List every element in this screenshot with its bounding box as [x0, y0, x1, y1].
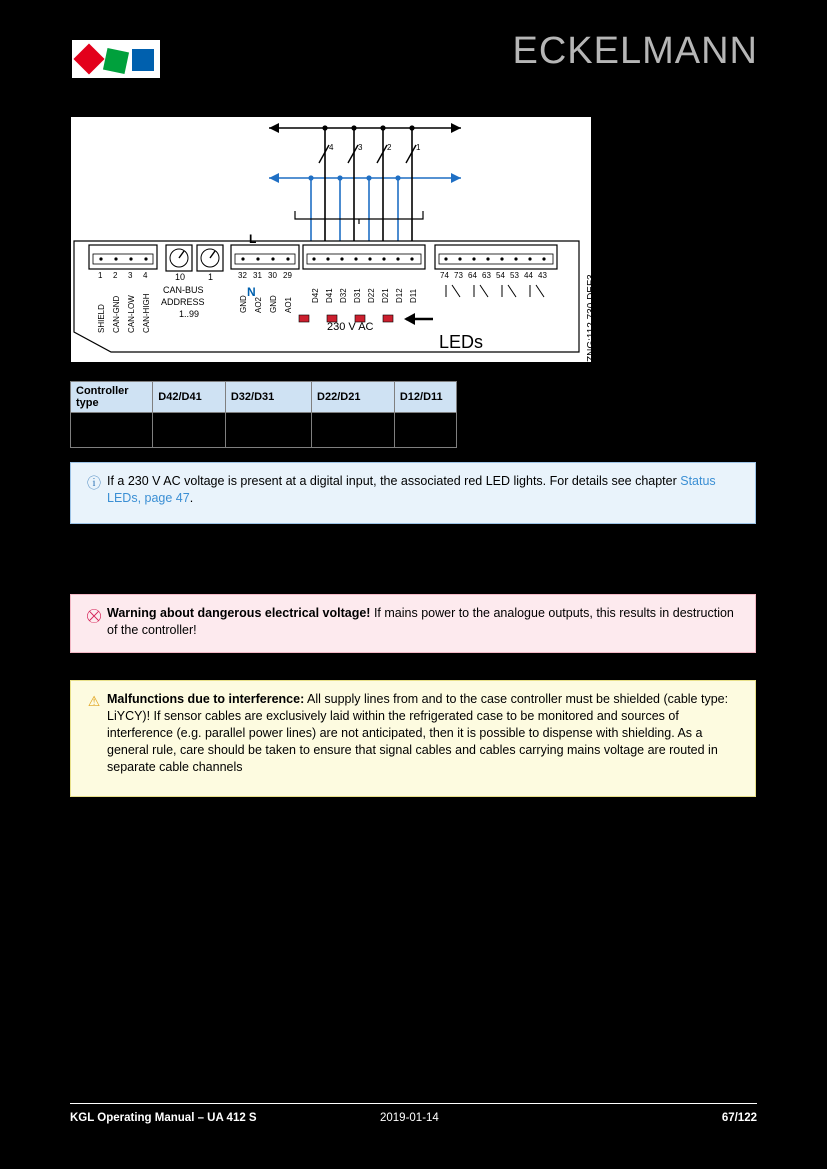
ao-label-gnd2: GND: [239, 295, 248, 313]
col-d22-d21: D22/D21: [312, 382, 395, 413]
col-d42-d41: D42/D41: [153, 382, 226, 413]
di-label-d31: D31: [353, 288, 362, 303]
caution-callout-text: [107, 691, 743, 786]
relay-label-64: 64: [468, 271, 477, 280]
can-label-shield: SHIELD: [97, 304, 106, 333]
warning-callout-text: [107, 605, 743, 642]
relay-label-43: 43: [538, 271, 547, 280]
caution-title: Malfunctions due to interference:: [107, 692, 305, 706]
caution-text: All supply lines from and to the case controller must be shielded (cable type: LiYCY)! If sensor cables are exclusively laid within the refrigerated case to be monitored and sources of interference (e.g. parallel power lines) are not anticipated, then it is possible to dispense with shielding. As a general rule, care should be taken to ensure that signal cables and cables carrying mains voltage are routed in separate cable channels: [107, 692, 729, 774]
cell-d32-d31: [225, 413, 311, 448]
branch-number-4: 4: [329, 143, 334, 152]
line-conductor-label: L: [249, 232, 257, 246]
controller-type-table: [70, 381, 457, 448]
page-footer: [70, 1103, 757, 1134]
ao-pin-31: 31: [253, 271, 262, 280]
can-pin-4: 4: [143, 271, 148, 280]
di-label-d32: D32: [339, 288, 348, 303]
relay-label-74: 74: [440, 271, 449, 280]
can-label-gnd: CAN-GND: [112, 295, 121, 333]
can-pin-2: 2: [113, 271, 118, 280]
logo-blue-square: [132, 49, 154, 71]
address-switch-tens-value: 10: [175, 272, 186, 282]
col-controller-type: Controller type: [71, 382, 153, 413]
canbus-label: CAN-BUS: [163, 285, 204, 295]
di-label-d22: D22: [367, 288, 376, 303]
cell-d42-d41: [153, 413, 226, 448]
info-text-before: If a 230 V AC voltage is present at a digital input, the associated red LED lights. For details see chapter: [107, 474, 681, 488]
relay-label-44: 44: [524, 271, 533, 280]
info-callout-text: [107, 473, 743, 513]
warning-callout: [70, 594, 756, 653]
footer-page-number: 67/122: [721, 1112, 757, 1124]
neutral-conductor-label: N: [247, 285, 256, 299]
eckelmann-logo: [70, 38, 162, 80]
leds-label: LEDs: [439, 332, 484, 352]
info-callout: [70, 462, 756, 524]
electrical-hazard-icon: ⛒: [86, 607, 102, 623]
logo-red-diamond: [73, 43, 104, 74]
footer-manual-title: KGL Operating Manual – UA 412 S: [70, 1112, 257, 1124]
relay-label-53: 53: [510, 271, 519, 280]
info-text-after: .: [189, 490, 194, 505]
cell-d22-d21: [312, 413, 395, 448]
di-label-d11: D11: [409, 288, 418, 303]
col-d32-d31: D32/D31: [225, 382, 311, 413]
ao-pin-30: 30: [268, 271, 277, 280]
status-leds-link[interactable]: Status LEDs, page 47: [107, 474, 716, 505]
caution-triangle-icon: ⚠: [87, 693, 101, 709]
info-icon: ⓘ: [87, 475, 101, 491]
ao-label-ao2: AO2: [254, 296, 263, 313]
address-switch-ones-value: 1: [208, 272, 214, 282]
table-row: [71, 413, 457, 448]
cell-controller-type: [71, 413, 153, 448]
address-range-label: 1..99: [179, 309, 200, 319]
mains-voltage-label: 230 V AC: [327, 321, 374, 333]
address-label: ADDRESS: [161, 297, 205, 307]
caution-callout: [70, 680, 756, 797]
can-pin-3: 3: [128, 271, 133, 280]
table-header-row: [71, 382, 457, 413]
wiring-diagram-figure: [70, 116, 597, 363]
col-d12-d11: D12/D11: [394, 382, 456, 413]
di-label-d42: D42: [311, 288, 320, 303]
branch-number-1: 1: [416, 143, 421, 152]
drawing-number: ZNG:112 730 DEF3: [586, 274, 597, 362]
branch-number-3: 3: [358, 143, 363, 152]
footer-date: 2019-01-14: [380, 1112, 439, 1124]
di-label-d41: D41: [325, 288, 334, 303]
branch-number-2: 2: [387, 143, 392, 152]
warning-title: Warning about dangerous electrical voltage!: [107, 606, 371, 620]
di-label-d21: D21: [381, 288, 390, 303]
warning-text: If mains power to the analogue outputs, this results in destruction of the controller!: [107, 606, 734, 637]
ao-label-gnd1: GND: [269, 295, 278, 313]
ao-pin-29: 29: [283, 271, 292, 280]
can-label-low: CAN-LOW: [127, 295, 136, 333]
di-label-d12: D12: [395, 288, 404, 303]
logo-green-square: [103, 48, 129, 74]
relay-label-54: 54: [496, 271, 505, 280]
cell-d12-d11: [394, 413, 456, 448]
relay-label-63: 63: [482, 271, 491, 280]
can-label-high: CAN-HIGH: [142, 293, 151, 333]
relay-label-73: 73: [454, 271, 463, 280]
ao-label-ao1: AO1: [284, 296, 293, 313]
ao-pin-32: 32: [238, 271, 247, 280]
page-header: [70, 30, 758, 90]
can-pin-1: 1: [98, 271, 103, 280]
brand-wordmark: ECKELMANN: [512, 30, 758, 72]
